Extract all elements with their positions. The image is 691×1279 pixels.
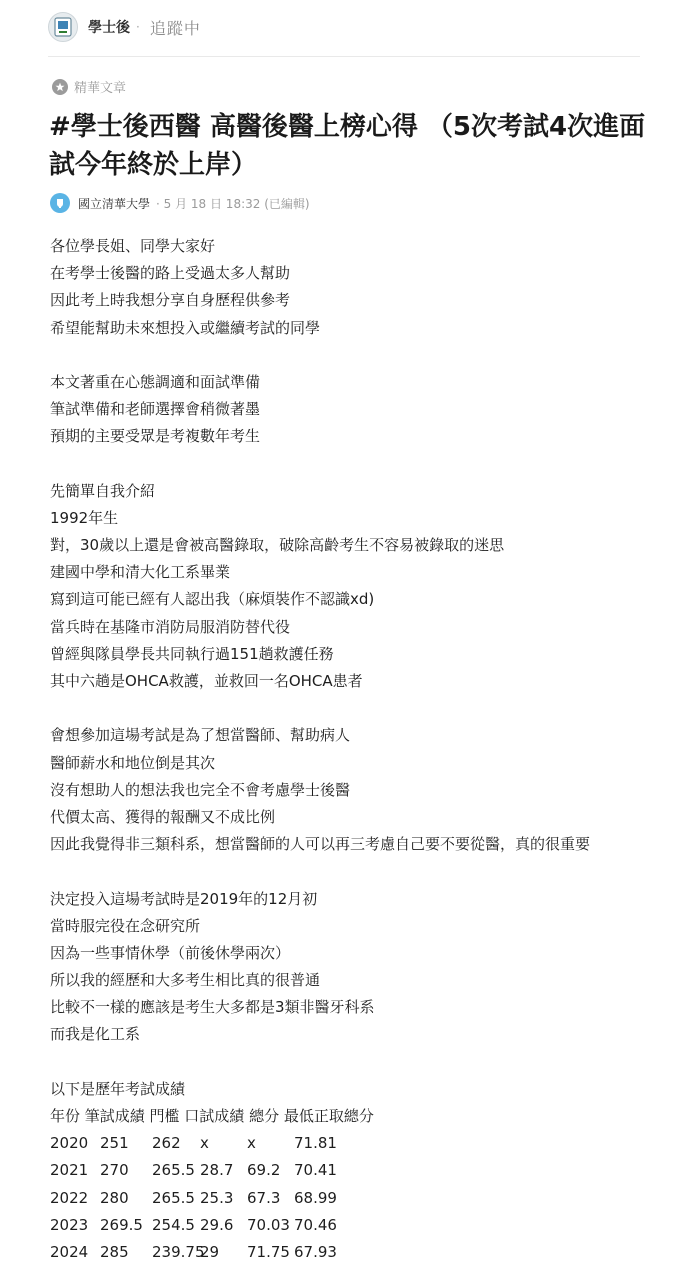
body-line: 各位學長姐、同學大家好 [50, 237, 216, 255]
school-emblem-icon [51, 15, 75, 39]
body-line: 1992年生 [50, 508, 119, 527]
body-line: 曾經與隊員學長共同執行過151趟救護任務 [50, 644, 334, 663]
score-cell: 28.7 [200, 1161, 234, 1180]
header-divider [48, 56, 640, 57]
board-avatar[interactable] [48, 12, 78, 42]
body-line: 本文著重在心態調適和面試準備 [50, 372, 261, 391]
blank-line [50, 1049, 650, 1076]
score-cell: 68.99 [294, 1188, 337, 1207]
score-cell: 2023 [50, 1215, 89, 1234]
score-cell: 265.5 [152, 1161, 195, 1180]
body-line: 會想參加這場考試是為了想當醫師、幫助病人 [50, 726, 351, 745]
score-cell: 29 [200, 1242, 220, 1261]
score-cell: 67.3 [247, 1188, 281, 1207]
score-cell: 262 [152, 1134, 181, 1153]
score-row [50, 1185, 650, 1212]
post-title: #學士後西醫 高醫後醫上榜心得 （5次考試4次進面試今年終於上岸） [49, 112, 646, 180]
body-line: 其中六趟是OHCA救護，並救回一名OHCA患者 [50, 672, 363, 690]
school-icon [54, 197, 66, 209]
body-line: 對，30歲以上還是會被高醫錄取，破除高齡考生不容易被錄取的迷思 [50, 536, 505, 555]
score-row [50, 1157, 650, 1184]
blank-line [50, 858, 650, 885]
featured-label-text: 精華文章 [74, 81, 127, 96]
score-cell: 29.6 [200, 1215, 234, 1234]
score-cell: 2020 [50, 1134, 89, 1153]
body-line: 所以我的經歷和大多考生相比真的很普通 [50, 971, 321, 990]
score-row [50, 1212, 650, 1239]
body-line: 希望能幫助未來想投入或繼續考試的同學 [50, 318, 321, 337]
body-line: 寫到這可能已經有人認出我（麻煩裝作不認識xd) [50, 590, 375, 609]
score-row [50, 1239, 650, 1266]
body-line: 而我是化工系 [50, 1025, 141, 1044]
score-cell: 280 [100, 1188, 129, 1207]
score-cell: 70.03 [247, 1215, 290, 1234]
author-line [50, 193, 310, 213]
body-line: 代價太高、獲得的報酬又不成比例 [50, 807, 276, 826]
score-table [50, 1130, 650, 1266]
board-header [48, 10, 201, 44]
score-cell: 251 [100, 1134, 129, 1153]
body-line: 預期的主要受眾是考複數年考生 [50, 427, 261, 446]
body-line: 筆試準備和老師選擇會稍微著墨 [50, 400, 261, 419]
body-line: 因此我覺得非三類科系，想當醫師的人可以再三考慮自己要不要從醫，真的很重要 [50, 835, 591, 854]
board-name[interactable]: 學士後 [88, 20, 130, 36]
body-line: 年份 筆試成績 門檻 口試成績 總分 最低正取總分 [50, 1107, 374, 1125]
body-line: 決定投入這場考試時是2019年的12月初 [50, 889, 318, 908]
body-line: 醫師薪水和地位倒是其次 [50, 753, 216, 772]
score-cell: 70.41 [294, 1161, 337, 1180]
follow-status-button[interactable]: 追蹤中 [149, 18, 201, 38]
author-name[interactable]: 國立清華大學 [78, 196, 151, 211]
score-row [50, 1130, 650, 1157]
score-cell: 70.46 [294, 1215, 337, 1234]
post-timestamp: · 5 月 18 日 18:32 (已編輯) [156, 196, 310, 211]
featured-label [52, 77, 126, 96]
score-cell: 69.2 [247, 1161, 281, 1180]
score-cell: 71.81 [294, 1134, 337, 1153]
body-line: 在考學士後醫的路上受過太多人幫助 [50, 264, 291, 283]
score-cell: 239.75 [152, 1242, 205, 1261]
score-cell: 2021 [50, 1161, 89, 1180]
post-body [50, 233, 650, 1266]
score-cell: 67.93 [294, 1242, 337, 1261]
score-cell: 2022 [50, 1188, 89, 1207]
score-cell: 265.5 [152, 1188, 195, 1207]
score-cell: 254.5 [152, 1215, 195, 1234]
score-cell: 270 [100, 1161, 129, 1180]
body-line: 當時服完役在念研究所 [50, 916, 201, 935]
body-line: 因為一些事情休學（前後休學兩次） [50, 943, 291, 962]
body-line: 比較不一樣的應該是考生大多都是3類非醫牙科系 [50, 998, 375, 1017]
score-cell: x [247, 1134, 256, 1153]
body-lines [50, 233, 650, 1130]
score-cell: 2024 [50, 1242, 89, 1261]
body-line: 建國中學和清大化工系畢業 [50, 563, 231, 582]
body-line: 當兵時在基隆市消防局服消防替代役 [50, 617, 291, 636]
separator-dot: · [136, 20, 140, 34]
blank-line [50, 342, 650, 369]
author-avatar[interactable] [50, 193, 70, 213]
body-line: 以下是歷年考試成績 [50, 1079, 186, 1098]
score-cell: 71.75 [247, 1242, 290, 1261]
score-cell: 285 [100, 1242, 129, 1261]
body-line: 先簡單自我介紹 [50, 481, 156, 500]
blank-line [50, 451, 650, 478]
score-cell: x [200, 1134, 209, 1153]
blank-line [50, 695, 650, 722]
score-cell: 269.5 [100, 1215, 143, 1234]
body-line: 沒有想助人的想法我也完全不會考慮學士後醫 [50, 780, 351, 799]
score-cell: 25.3 [200, 1188, 234, 1207]
body-line: 因此考上時我想分享自身歷程供參考 [50, 291, 291, 310]
star-icon [52, 79, 68, 95]
